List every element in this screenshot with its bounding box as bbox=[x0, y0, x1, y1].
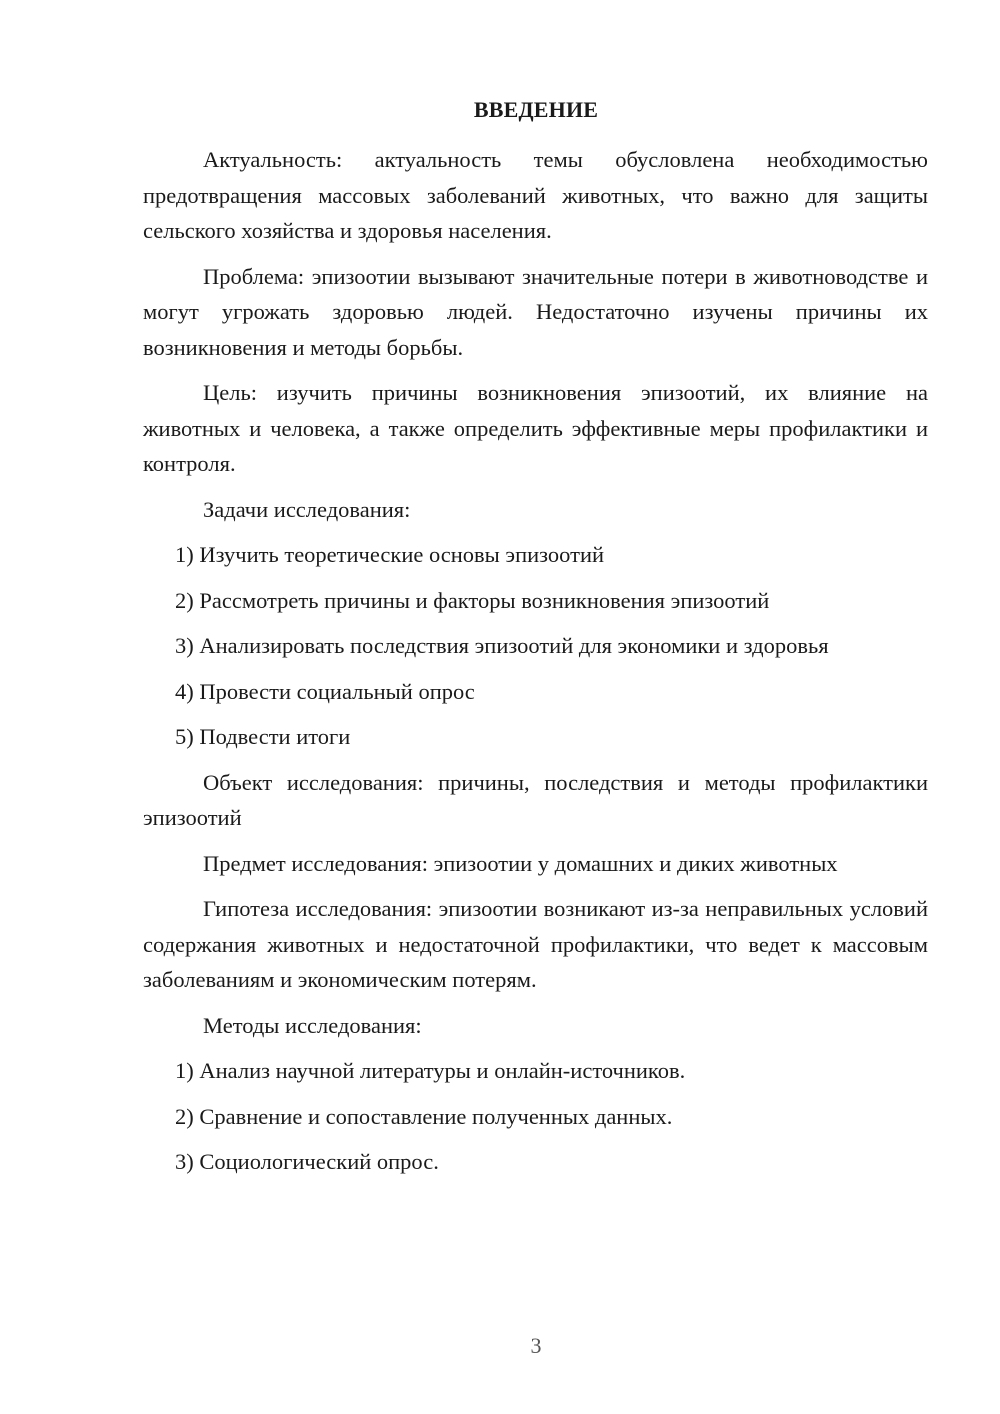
methods-heading: Методы исследования: bbox=[203, 1012, 422, 1038]
paragraph-hypothesis: Гипотеза исследования: эпизоотии возникают из-за неправильных условий содержания животных и недостаточной профилактики, что ведет к массовым заболеваниям и экономическим потерям. bbox=[143, 896, 928, 992]
list-item: 5) Подвести итоги bbox=[175, 724, 351, 749]
document-body bbox=[143, 142, 928, 1190]
paragraph-object: Объект исследования: причины, последствия и методы профилактики эпизоотий bbox=[143, 769, 928, 830]
tasks-list bbox=[143, 537, 928, 755]
tasks-heading: Задачи исследования: bbox=[203, 496, 411, 522]
list-item: 1) Анализ научной литературы и онлайн-источников. bbox=[175, 1058, 686, 1083]
list-item: 2) Сравнение и сопоставление полученных данных. bbox=[175, 1103, 673, 1129]
list-item: 3) Социологический опрос. bbox=[175, 1149, 439, 1174]
page-number: 3 bbox=[530, 1333, 542, 1358]
list-item: 1) Изучить теоретические основы эпизоотий bbox=[175, 542, 605, 567]
list-item: 4) Провести социальный опрос bbox=[175, 678, 475, 704]
paragraph-problem: Проблема: эпизоотии вызывают значительные потери в животноводстве и могут угрожать здоровью людей. Недостаточно изучены причины их возникновения и методы борьбы. bbox=[143, 263, 928, 360]
paragraph-goal: Цель: изучить причины возникновения эпизоотий, их влияние на животных и человека, а также определить эффективные меры профилактики и контроля. bbox=[143, 380, 928, 476]
paragraph-relevance: Актуальность: актуальность темы обусловлена необходимостью предотвращения массовых заболеваний животных, что важно для защиты сельского хозяйства и здоровья населения. bbox=[143, 147, 928, 243]
methods-list bbox=[143, 1053, 928, 1180]
list-item: 2) Рассмотреть причины и факторы возникновения эпизоотий bbox=[175, 587, 770, 613]
page-title: ВВЕДЕНИЕ bbox=[473, 97, 599, 122]
list-item: 3) Анализировать последствия эпизоотий для экономики и здоровья bbox=[175, 633, 829, 658]
paragraph-subject: Предмет исследования: эпизоотии у домашних и диких животных bbox=[203, 850, 838, 876]
